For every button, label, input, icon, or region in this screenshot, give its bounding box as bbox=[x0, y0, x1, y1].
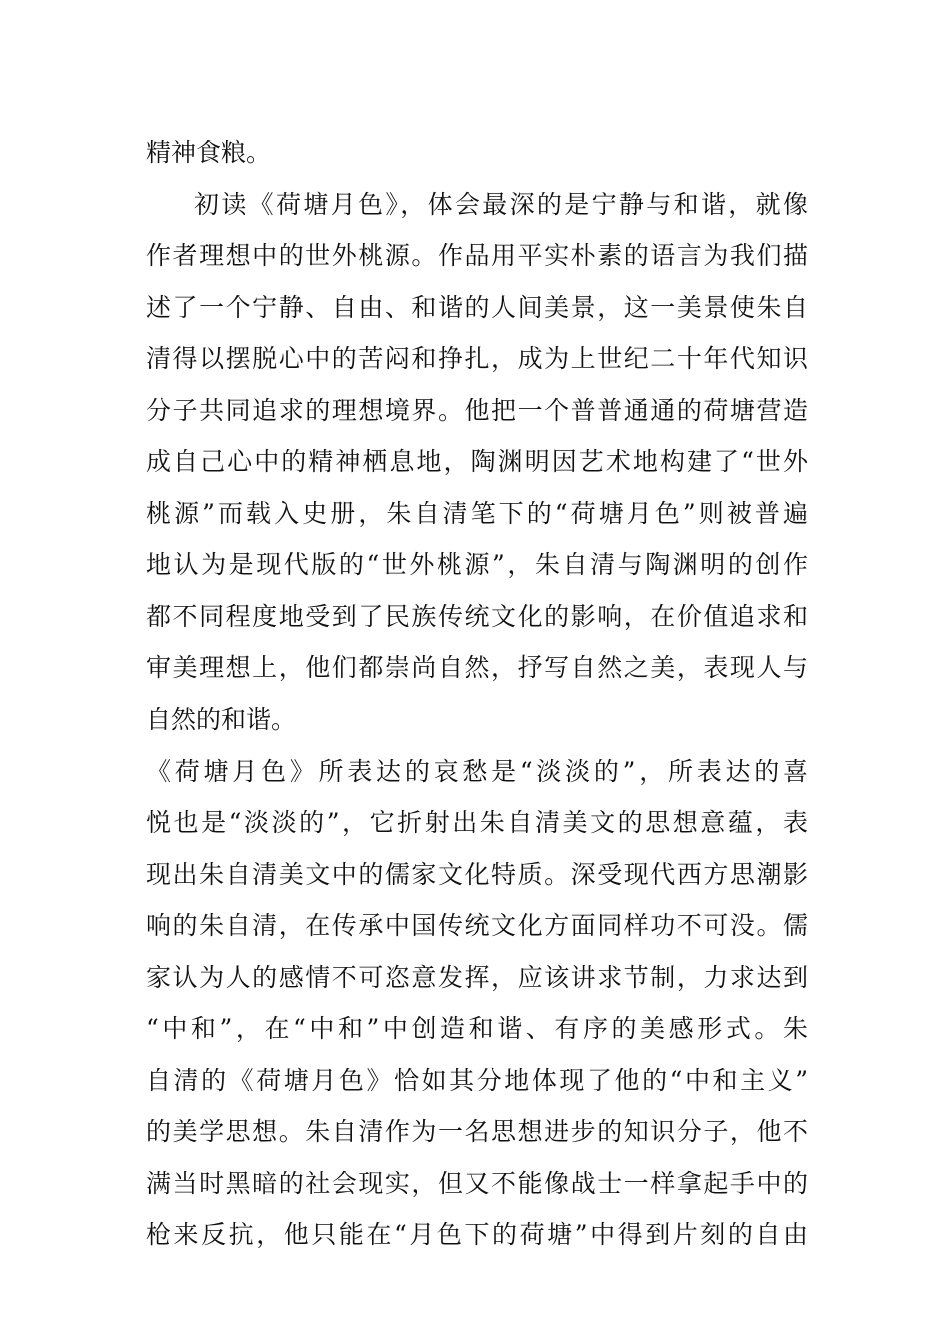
document-body bbox=[146, 127, 808, 1261]
paragraph-line: “中和”，在“中和”中创造和谐、有序的美感形式。朱 bbox=[146, 1014, 808, 1044]
paragraph-line: 成自己心中的精神栖息地，陶渊明因艺术地构建了“世外 bbox=[146, 447, 808, 477]
paragraph-line: 审美理想上，他们都崇尚自然，抒写自然之美，表现人与 bbox=[146, 653, 808, 683]
paragraph-line: 述了一个宁静、自由、和谐的人间美景，这一美景使朱自 bbox=[146, 292, 808, 322]
paragraph-line: 响的朱自清，在传承中国传统文化方面同样功不可没。儒 bbox=[146, 911, 808, 941]
paragraph-line: 桃源”而载入史册，朱自清笔下的“荷塘月色”则被普遍 bbox=[146, 498, 808, 528]
paragraph-line: 的美学思想。朱自清作为一名思想进步的知识分子，他不 bbox=[146, 1117, 808, 1147]
paragraph-line: 《荷塘月色》所表达的哀愁是“淡淡的”，所表达的喜 bbox=[146, 756, 808, 786]
paragraph-line: 自清的《荷塘月色》恰如其分地体现了他的“中和主义” bbox=[146, 1065, 808, 1095]
paragraph-line: 枪来反抗，他只能在“月色下的荷塘”中得到片刻的自由 bbox=[146, 1220, 808, 1250]
paragraph-line: 作者理想中的世外桃源。作品用平实朴素的语言为我们描 bbox=[146, 241, 808, 271]
paragraph-line: 自然的和谐。 bbox=[146, 705, 297, 735]
paragraph-line: 分子共同追求的理想境界。他把一个普普通通的荷塘营造 bbox=[146, 395, 808, 425]
paragraph-line: 都不同程度地受到了民族传统文化的影响，在价值追求和 bbox=[146, 601, 808, 631]
paragraph-line: 满当时黑暗的社会现实，但又不能像战士一样拿起手中的 bbox=[146, 1168, 808, 1198]
paragraph-line: 初读《荷塘月色》，体会最深的是宁静与和谐，就像 bbox=[194, 189, 808, 219]
paragraph-line: 清得以摆脱心中的苦闷和挣扎，成为上世纪二十年代知识 bbox=[146, 344, 808, 374]
paragraph-line: 家认为人的感情不可恣意发挥，应该讲求节制，力求达到 bbox=[146, 962, 808, 992]
paragraph-line: 悦也是“淡淡的”，它折射出朱自清美文的思想意蕴，表 bbox=[146, 808, 808, 838]
paragraph-line: 地认为是现代版的“世外桃源”，朱自清与陶渊明的创作 bbox=[146, 550, 808, 580]
paragraph-line: 精神食粮。 bbox=[146, 138, 272, 167]
paragraph-line: 现出朱自清美文中的儒家文化特质。深受现代西方思潮影 bbox=[146, 859, 808, 889]
